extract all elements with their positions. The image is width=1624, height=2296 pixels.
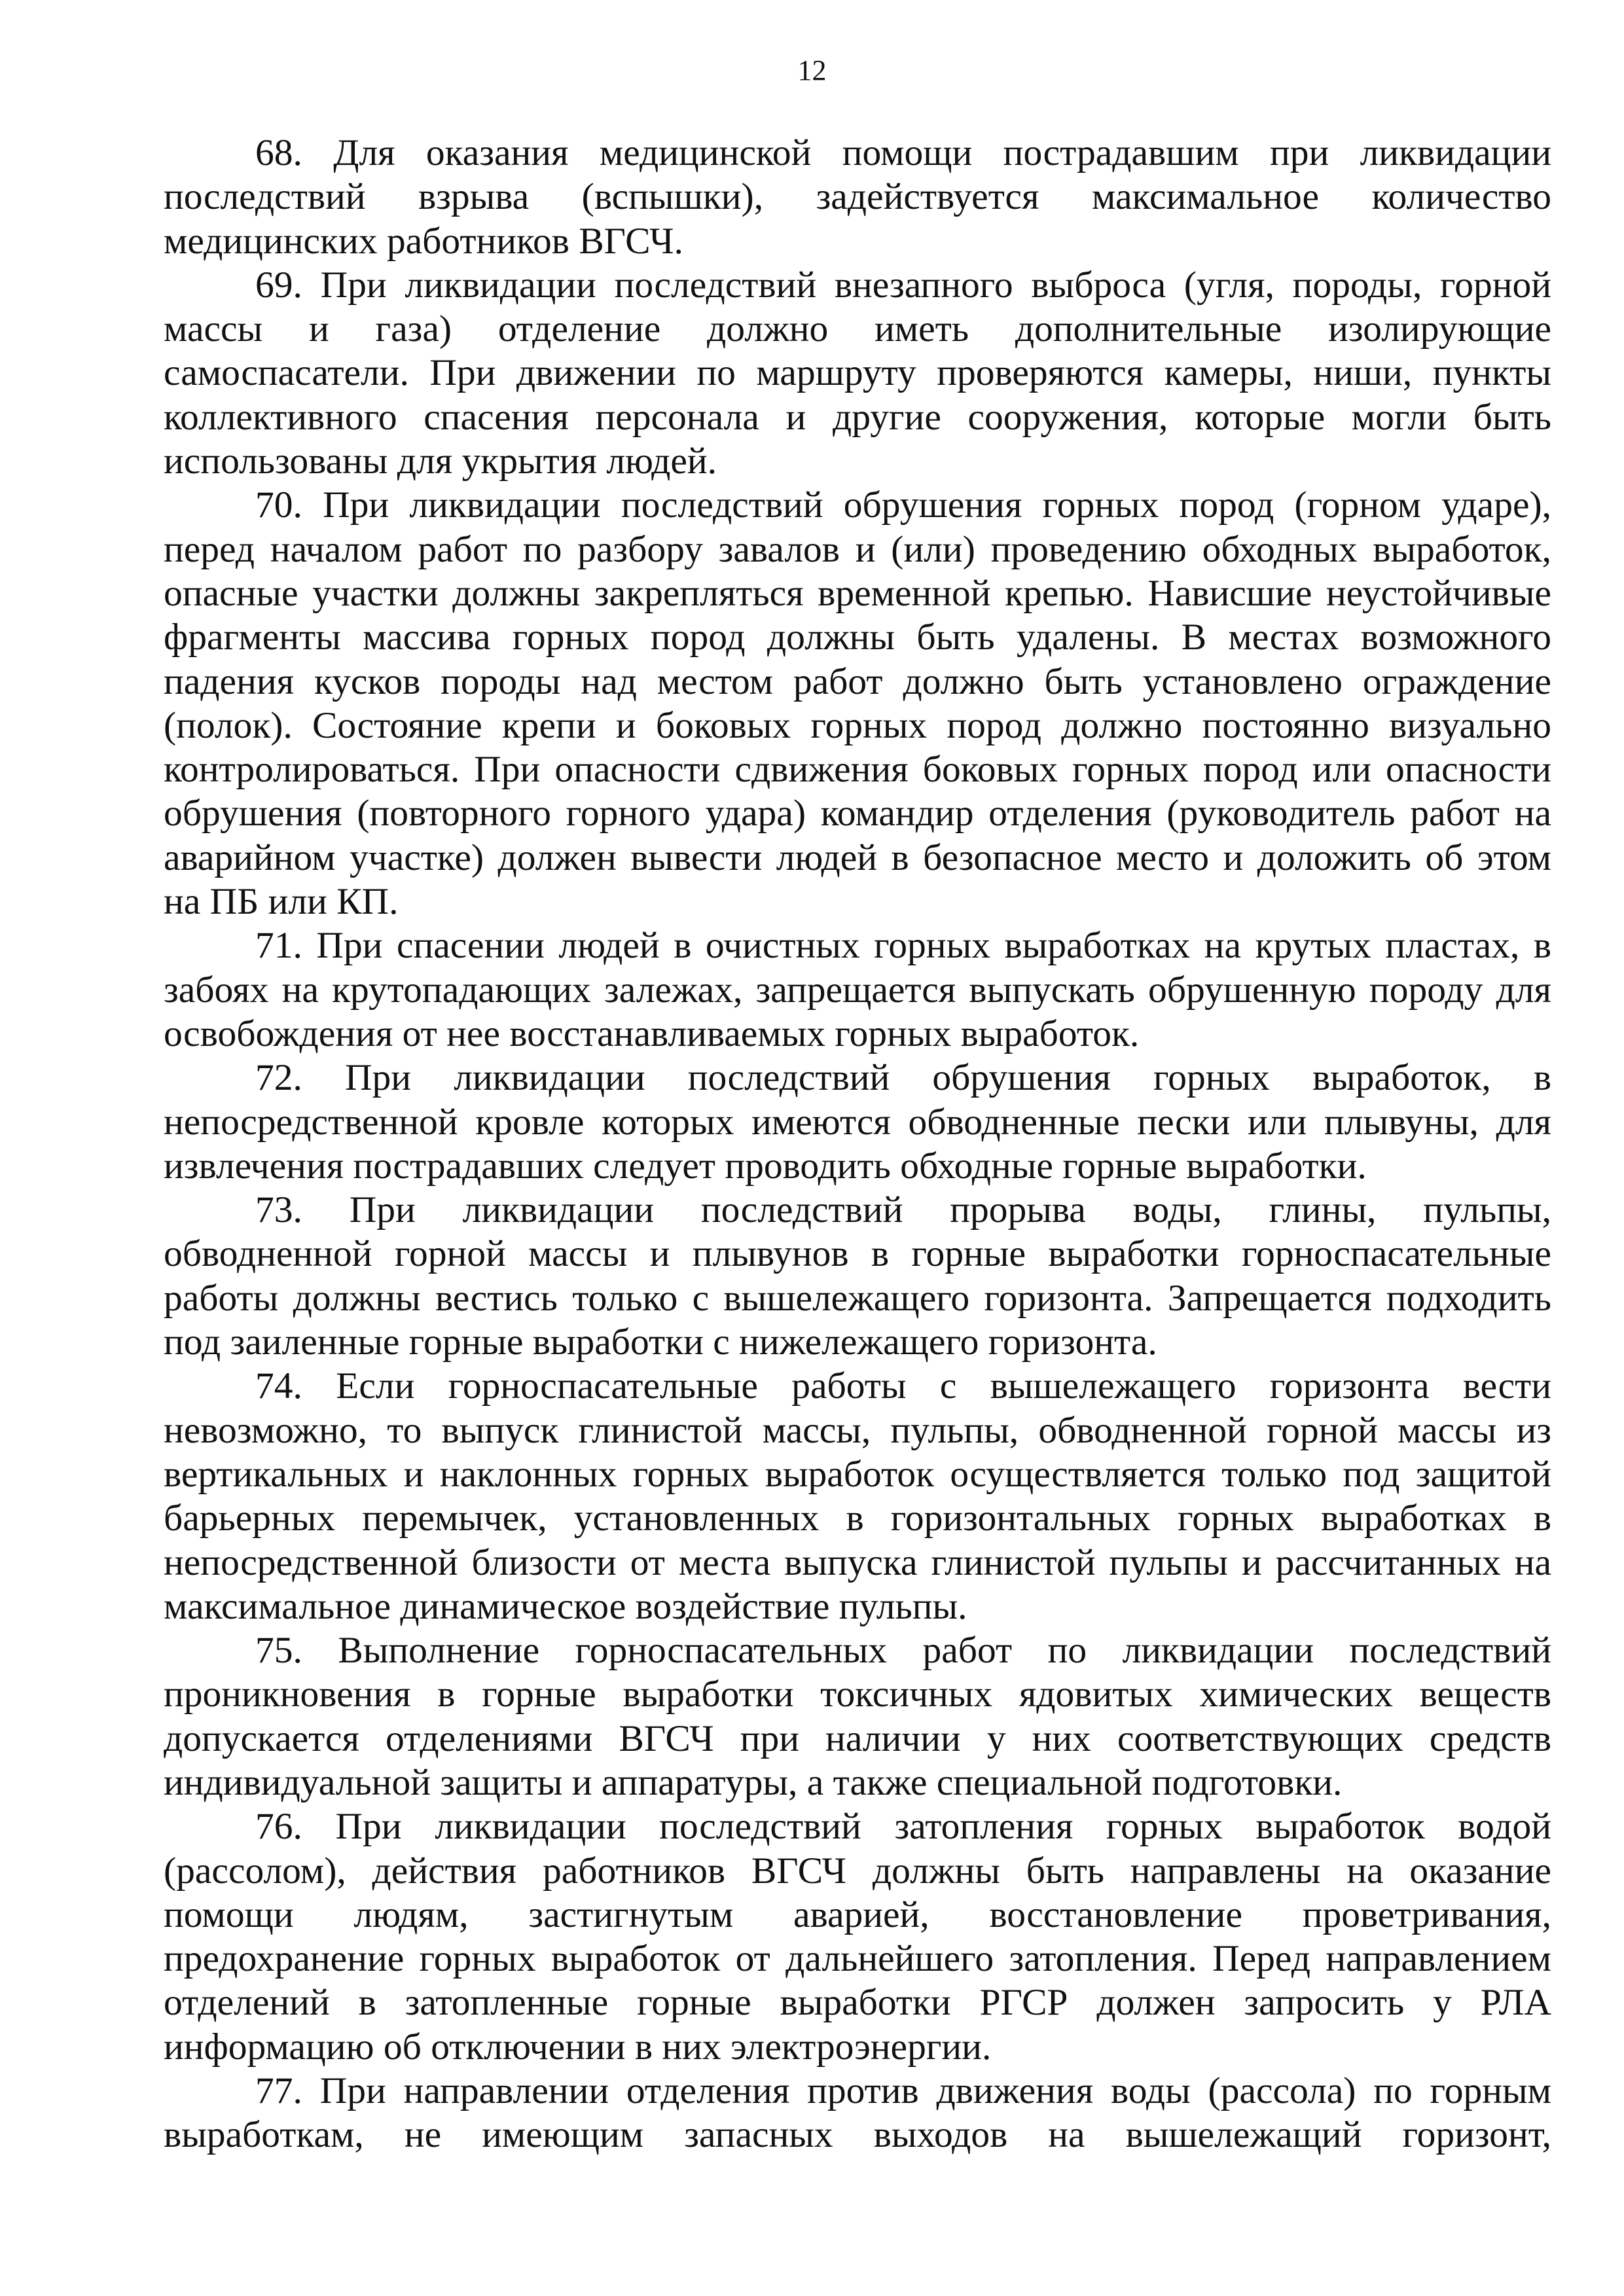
paragraph-line	[164, 175, 1551, 219]
paragraph-line	[164, 1012, 1551, 1056]
paragraph-74	[164, 1364, 1551, 1628]
paragraph-number: 69.	[255, 264, 302, 306]
paragraph-line	[164, 219, 1551, 263]
paragraph-line	[164, 1893, 1551, 1937]
paragraph-line	[164, 880, 1551, 924]
paragraph-75	[164, 1628, 1551, 1804]
paragraph-line	[164, 836, 1551, 880]
paragraph-line	[164, 1585, 1551, 1628]
line-text: последствий взрыва (вспышки), задействуется максимальное количество	[164, 176, 1551, 218]
paragraph-line	[164, 1849, 1551, 1893]
line-text: опасные участки должны закрепляться временной крепью. Нависшие неустойчивые	[164, 572, 1551, 614]
paragraph-first-line	[164, 1804, 1551, 1848]
line-text: При направлении отделения против движения воды (рассола) по горным	[319, 2070, 1552, 2112]
paragraph-line	[164, 1541, 1551, 1585]
paragraph-first-line	[164, 483, 1551, 527]
line-text: работы должны вестись только с вышележащего горизонта. Запрещается подходить	[164, 1277, 1551, 1319]
line-text: под заиленные горные выработки с нижележащего горизонта.	[164, 1321, 1157, 1363]
line-text: отделений в затопленные горные выработки РГСР должен запросить у РЛА	[164, 1982, 1551, 2024]
paragraph-number: 68.	[255, 132, 302, 173]
paragraph-line	[164, 2113, 1551, 2157]
line-text: падения кусков породы над местом работ должно быть установлено ограждение	[164, 660, 1551, 702]
paragraph-line	[164, 1408, 1551, 1452]
paragraph-line	[164, 2025, 1551, 2069]
paragraph-line	[164, 528, 1551, 571]
line-text: При спасении людей в очистных горных выработках на крутых пластах, в	[316, 925, 1551, 967]
paragraph-line	[164, 615, 1551, 659]
line-text: (полок). Состояние крепи и боковых горных пород должно постоянно визуально	[164, 704, 1551, 746]
line-text: Выполнение горноспасательных работ по ликвидации последствий	[338, 1630, 1551, 1672]
line-text: аварийном участке) должен вывести людей в безопасное место и доложить об этом	[164, 836, 1551, 878]
paragraph-first-line	[164, 924, 1551, 967]
paragraph-line	[164, 968, 1551, 1012]
paragraph-72	[164, 1056, 1551, 1188]
paragraph-number: 72.	[255, 1057, 302, 1099]
line-text: самоспасатели. При движении по маршруту проверяются камеры, ниши, пункты	[164, 352, 1551, 394]
line-text: информацию об отключении в них электроэнергии.	[164, 2026, 992, 2068]
paragraph-line	[164, 1981, 1551, 2024]
paragraph-line	[164, 660, 1551, 704]
line-text: перед началом работ по разбору завалов и (или) проведению обходных выработок,	[164, 528, 1551, 570]
paragraph-first-line	[164, 1188, 1551, 1232]
line-text: Для оказания медицинской помощи пострадавшим при ликвидации	[333, 132, 1551, 173]
line-text: обрушения (повторного горного удара) командир отделения (руководитель работ на	[164, 793, 1551, 834]
line-text: массы и газа) отделение должно иметь дополнительные изолирующие	[164, 308, 1551, 350]
line-text: непосредственной близости от места выпуска глинистой пульпы и рассчитанных на	[164, 1541, 1551, 1583]
paragraph-line	[164, 791, 1551, 835]
paragraph-number: 73.	[255, 1189, 302, 1231]
line-text: медицинских работников ВГСЧ.	[164, 220, 683, 262]
paragraph-line	[164, 1276, 1551, 1320]
document-body	[164, 131, 1551, 2157]
line-text: непосредственной кровле которых имеются обводненные пески или плывуны, для	[164, 1101, 1551, 1143]
paragraph-76	[164, 1804, 1551, 2069]
paragraph-73	[164, 1188, 1551, 1364]
line-text: максимальное динамическое воздействие пульпы.	[164, 1585, 967, 1627]
line-text: извлечения пострадавших следует проводить обходные горные выработки.	[164, 1145, 1367, 1187]
line-text: Если горноспасательные работы с вышележащего горизонта вести	[336, 1365, 1552, 1407]
line-text: обводненной горной массы и плывунов в горные выработки горноспасательные	[164, 1233, 1551, 1275]
line-text: фрагменты массива горных пород должны быть удалены. В местах возможного	[164, 617, 1551, 658]
paragraph-70	[164, 483, 1551, 924]
paragraph-line	[164, 747, 1551, 791]
paragraph-68	[164, 131, 1551, 263]
paragraph-first-line	[164, 1628, 1551, 1672]
paragraph-first-line	[164, 2069, 1551, 2113]
paragraph-number: 70.	[255, 484, 302, 526]
paragraph-line	[164, 1144, 1551, 1188]
paragraph-number: 77.	[255, 2070, 302, 2112]
paragraph-line	[164, 571, 1551, 615]
paragraph-69	[164, 263, 1551, 483]
paragraph-number: 74.	[255, 1365, 302, 1407]
paragraph-number: 71.	[255, 925, 302, 967]
line-text: выработкам, не имеющим запасных выходов на вышележащий горизонт,	[164, 2114, 1551, 2156]
paragraph-line	[164, 704, 1551, 747]
paragraph-line	[164, 307, 1551, 351]
paragraph-line	[164, 1232, 1551, 1276]
line-text: использованы для укрытия людей.	[164, 440, 717, 482]
paragraph-line	[164, 1100, 1551, 1144]
line-text: забоях на крутопадающих залежах, запрещается выпускать обрушенную породу для	[164, 969, 1551, 1011]
paragraph-line	[164, 1761, 1551, 1804]
line-text: При ликвидации последствий внезапного выброса (угля, породы, горной	[320, 264, 1552, 306]
paragraph-line	[164, 1672, 1551, 1716]
paragraph-line	[164, 1496, 1551, 1540]
line-text: барьерных перемычек, установленных в горизонтальных горных выработках в	[164, 1498, 1551, 1539]
paragraph-number: 76.	[255, 1806, 302, 1848]
line-text: При ликвидации последствий затопления горных выработок водой	[335, 1806, 1552, 1848]
paragraph-line	[164, 1320, 1551, 1364]
paragraph-line	[164, 1717, 1551, 1761]
paragraph-line	[164, 395, 1551, 439]
page-number: 12	[797, 54, 827, 86]
paragraph-first-line	[164, 1056, 1551, 1100]
line-text: коллективного спасения персонала и другие сооружения, которые могли быть	[164, 396, 1551, 438]
line-text: проникновения в горные выработки токсичных ядовитых химических веществ	[164, 1674, 1551, 1715]
line-text: освобождения от нее восстанавливаемых горных выработок.	[164, 1013, 1140, 1054]
paragraph-first-line	[164, 131, 1551, 175]
paragraph-line	[164, 1937, 1551, 1981]
line-text: контролироваться. При опасности сдвижения боковых горных пород или опасности	[164, 749, 1551, 791]
line-text: При ликвидации последствий обрушения горных выработок, в	[345, 1057, 1552, 1099]
line-text: на ПБ или КП.	[164, 881, 399, 923]
paragraph-number: 75.	[255, 1630, 302, 1672]
paragraph-line	[164, 351, 1551, 395]
paragraph-line	[164, 1452, 1551, 1496]
paragraph-first-line	[164, 1364, 1551, 1408]
line-text: невозможно, то выпуск глинистой массы, пульпы, обводненной горной массы из	[164, 1409, 1551, 1451]
line-text: При ликвидации последствий обрушения горных пород (горном ударе),	[323, 484, 1551, 526]
line-text: При ликвидации последствий прорыва воды, глины, пульпы,	[349, 1189, 1551, 1231]
line-text: допускается отделениями ВГСЧ при наличии у них соответствующих средств	[164, 1717, 1551, 1759]
line-text: вертикальных и наклонных горных выработок осуществляется только под защитой	[164, 1453, 1551, 1495]
line-text: (рассолом), действия работников ВГСЧ должны быть направлены на оказание	[164, 1850, 1551, 1892]
paragraph-77	[164, 2069, 1551, 2157]
paragraph-first-line	[164, 263, 1551, 307]
line-text: предохранение горных выработок от дальнейшего затопления. Перед направлением	[164, 1938, 1551, 1980]
paragraph-71	[164, 924, 1551, 1056]
line-text: индивидуальной защиты и аппаратуры, а также специальной подготовки.	[164, 1761, 1343, 1803]
line-text: помощи людям, застигнутым аварией, восстановление проветривания,	[164, 1893, 1551, 1935]
paragraph-line	[164, 439, 1551, 483]
